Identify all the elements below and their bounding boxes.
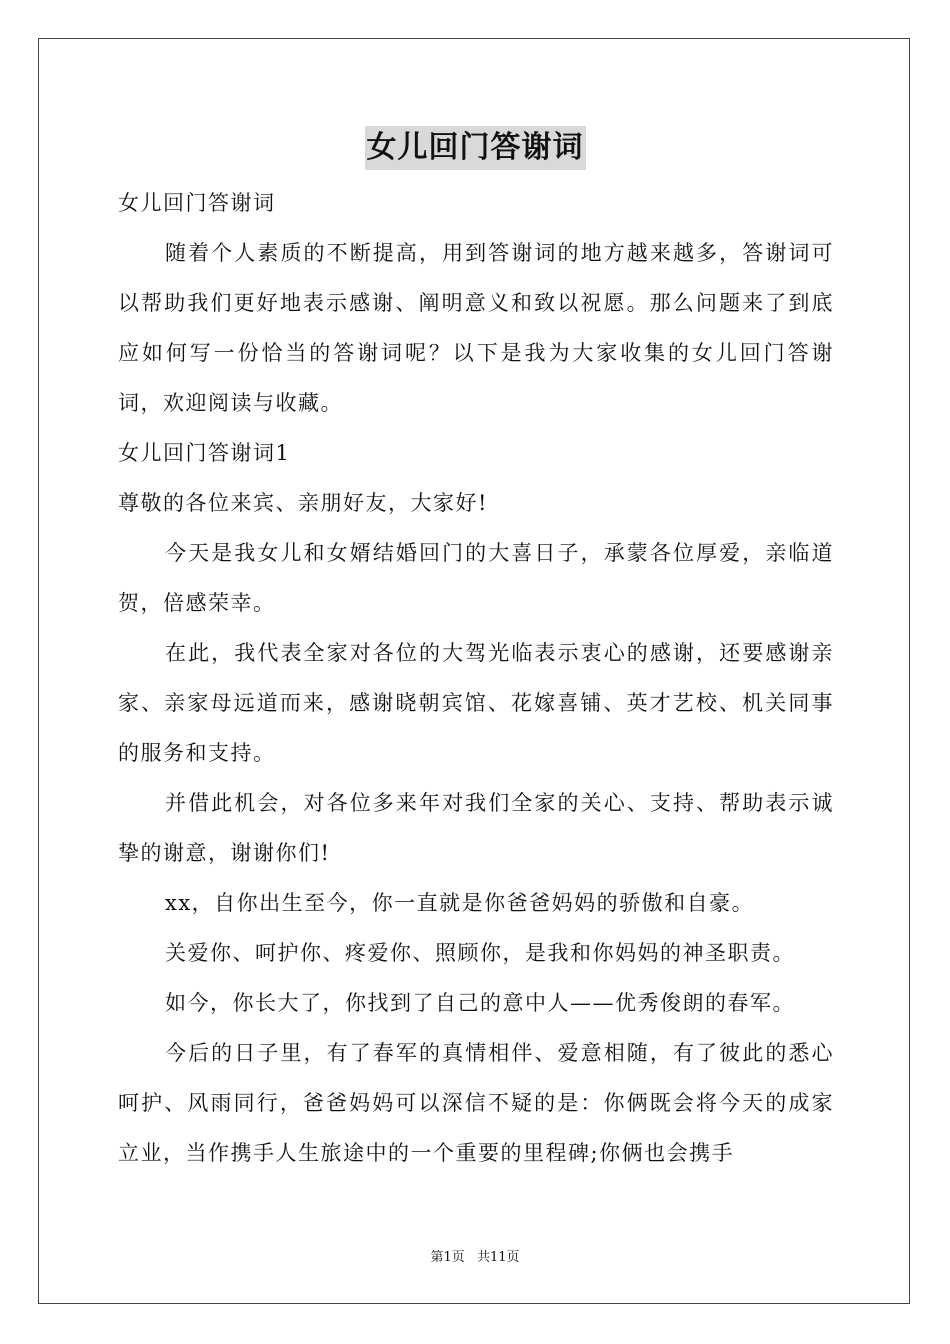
page-footer [0, 1246, 950, 1265]
page-number: 第1页 [430, 1250, 465, 1265]
paragraph: 今后的日子里，有了春军的真情相伴、爱意相随，有了彼此的悉心呵护、风雨同行，爸爸妈妈可以深信不疑的是：你俩既会将今天的成家立业，当作携手人生旅途中的一个重要的里程碑;你俩也会携手 [118, 1041, 834, 1165]
document-title: 女儿回门答谢词 [365, 126, 586, 170]
paragraph: 随着个人素质的不断提高，用到答谢词的地方越来越多，答谢词可以帮助我们更好地表示感谢、阐明意义和致以祝愿。那么问题来了到底应如何写一份恰当的答谢词呢？以下是我为大家收集的女儿回门答谢词，欢迎阅读与收藏。 [118, 241, 834, 415]
paragraph: xx，自你出生至今，你一直就是你爸爸妈妈的骄傲和自豪。 [165, 891, 755, 915]
total-pages: 共11页 [476, 1250, 520, 1265]
paragraph: 如今，你长大了，你找到了自己的意中人——优秀俊朗的春军。 [165, 991, 795, 1015]
paragraph: 并借此机会，对各位多来年对我们全家的关心、支持、帮助表示诚挚的谢意，谢谢你们! [118, 791, 834, 865]
paragraph: 关爱你、呵护你、疼爱你、照顾你，是我和你妈妈的神圣职责。 [165, 941, 795, 965]
paragraph: 女儿回门答谢词 [118, 191, 276, 215]
document-body [118, 178, 834, 1178]
paragraph: 女儿回门答谢词1 [118, 441, 291, 465]
paragraph: 今天是我女儿和女婿结婚回门的大喜日子，承蒙各位厚爱，亲临道贺，倍感荣幸。 [118, 541, 834, 615]
title-container [0, 126, 950, 170]
paragraph: 尊敬的各位来宾、亲朋好友，大家好! [118, 491, 488, 515]
paragraph: 在此，我代表全家对各位的大驾光临表示衷心的感谢，还要感谢亲家、亲家母远道而来，感谢晓朝宾馆、花嫁喜铺、英才艺校、机关同事的服务和支持。 [118, 641, 834, 765]
